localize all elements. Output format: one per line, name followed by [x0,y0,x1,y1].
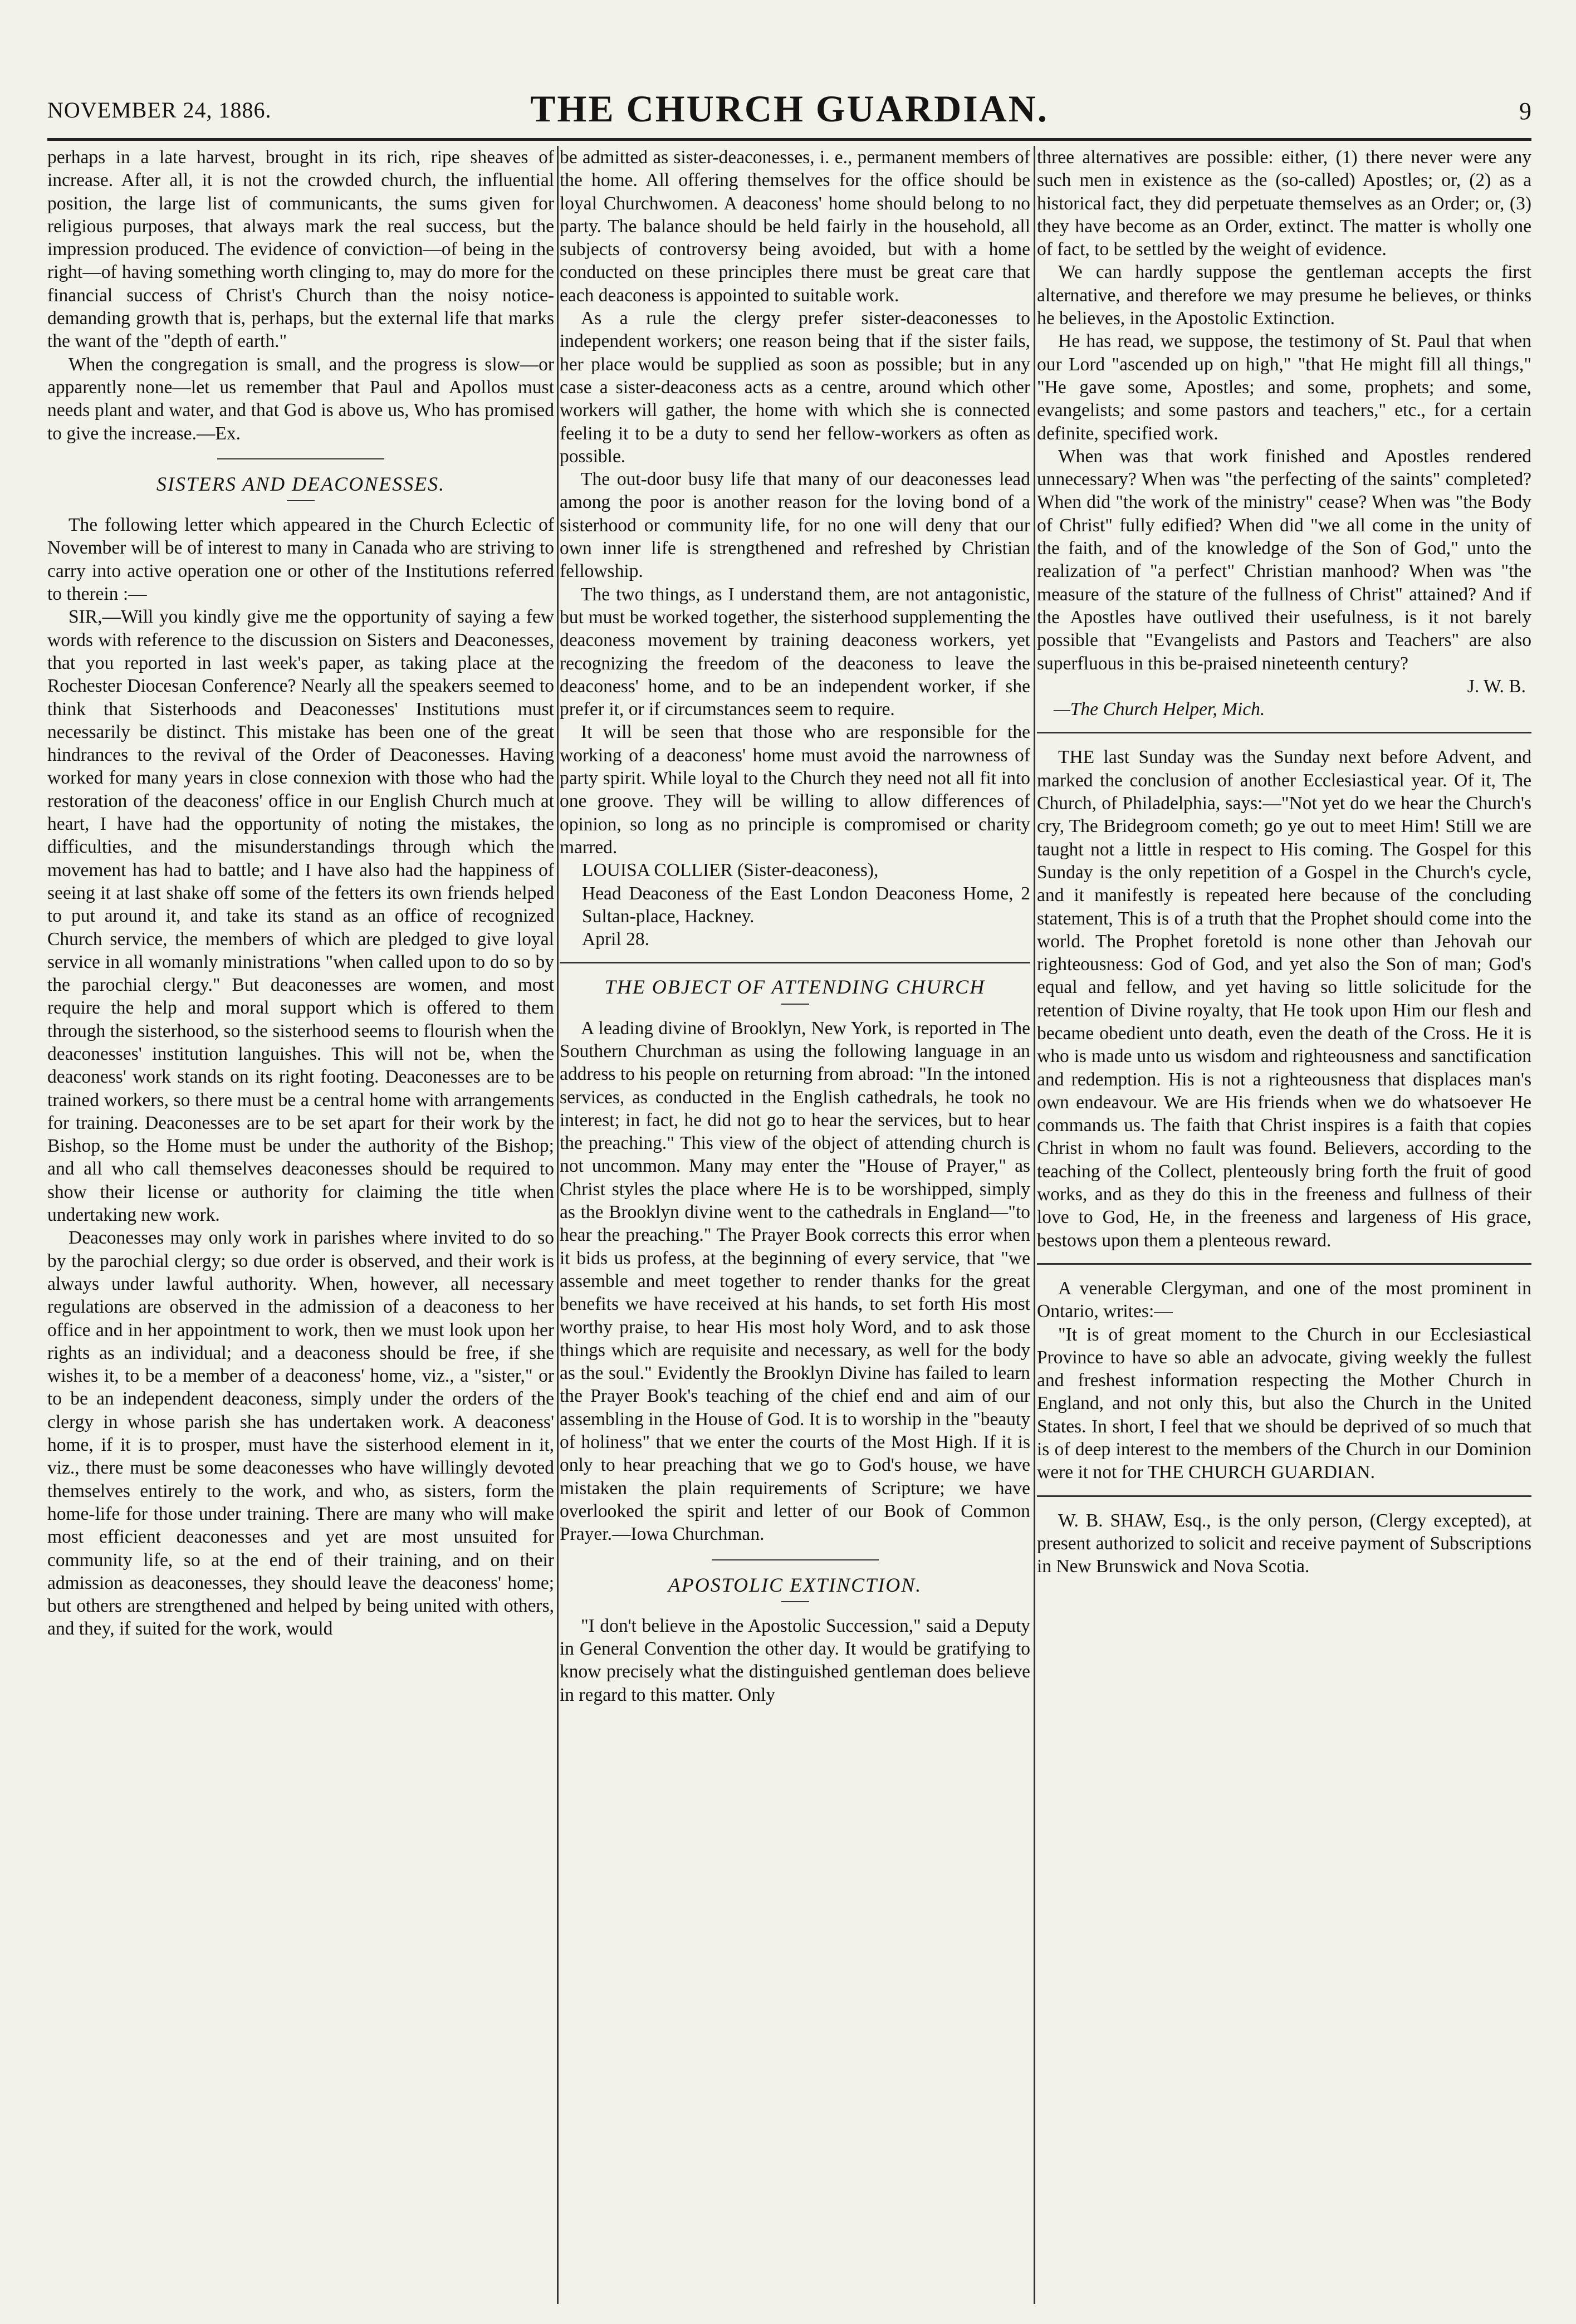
heading-rule [287,500,315,501]
article-heading: THE OBJECT OF ATTENDING CHURCH [604,976,986,999]
paragraph: "I don't believe in the Apostolic Succession," said a Deputy in General Convention the other day. It would be gratifying to know precisely what the distinguished gentleman does believe in regard to this matter. Only [560,1615,1030,1705]
masthead [47,84,1531,139]
column-1 [47,146,554,2304]
paragraph: When the congregation is small, and the progress is slow—or apparently none—let us remember that Paul and Apollos must needs plant and water, and that God is above us, Who has promised to give the increase.—Ex. [47,354,554,444]
paragraph: When was that work finished and Apostles rendered unnecessary? When was "the perfecting of the saints" completed? When did "the work of the ministry" cease? When was "the Body of Christ" fully edified? When did "we all come in the unity of the faith, and of the knowledge of the Son of God," unto the realization of "a perfect" Christian manhood? When was "the measure of the stature of the fullness of Christ" attained? And if the Apostles have outlived their usefulness, is it not barely possible that "Evangelists and Pastors and Teachers" are also superfluous in this be-praised nineteenth century? [1037,446,1531,674]
paragraph: A leading divine of Brooklyn, New York, is reported in The Southern Churchman as using the following language in an address to his people on returning from abroad: "In the intoned services, as conducted in the English cathedrals, he took no interest; in fact, he did not go to hear the services, but to hear the preaching." This view of the object of attending church is not uncommon. Many may enter the "House of Prayer," as Christ styles the place where He is to be worshipped, simply as the Brooklyn divine went to the cathedrals in England—"to hear the preaching." The Prayer Book corrects this error when it bids us profess, at the beginning of every service, that "we assemble and meet together to render thanks for the great benefits we have received at his hands, to set forth His most worthy praise, to hear His most holy Word, and to ask those things which are requisite and necessary, as well for the body as the soul." Evidently the Brooklyn Divine has failed to learn the Prayer Book's teaching of the chief end and aim of our assembling in the House of God. It is to worship in the "beauty of holiness" that we enter the courts of the Most High. If it is only to hear preaching that we go to God's house, we have mistaken the plain requirements of Scripture; we have overlooked the spirit and letter of our Book of Common Prayer.—Iowa Churchman. [560,1017,1030,1545]
column-divider-2 [1034,146,1035,2304]
issue-date: NOVEMBER 24, 1886. [47,97,272,123]
section-divider [1037,1495,1531,1497]
section-divider [217,458,384,459]
section-divider [1037,1263,1531,1265]
section-divider [560,962,1030,963]
column-divider-1 [557,146,559,2304]
paragraph: Deaconesses may only work in parishes where invited to do so by the parochial clergy; so due order is observed, and their work is always under lawful authority. When, however, all necessary regulations are observed in the admission of a deaconess to her office and in her appointment to work, then we must look upon her rights as an individual; and a deaconess should be free, if she wishes it, to be a member of a deaconess' home, viz., a "sister," or to be an independent deaconess, simply under the orders of the clergy in whose parish she has undertaken work. A deaconess' home, if it is to prosper, must have the sisterhood element in it, viz., there must be some deaconesses who have willingly devoted themselves entirely to the work, and who, as sisters, form the home-life for those under training. There are many who will make most efficient deaconesses and yet are most unsuited for community life, so at the end of their training, and on their admission as deaconesses, they should leave the deaconess' home; but others are strengthened and helped by being united with others, and they, if suited for the work, would [47,1227,554,1640]
column-2 [560,146,1030,2304]
signature-title: Head Deaconess of the East London Deaconess Home, 2 Sultan-place, Hackney. [582,883,1030,927]
paragraph: three alternatives are possible: either, (1) there never were any such men in existence as the (so-called) Apostles; or, (2) as a historical fact, they did perpetuate themselves as an Order; or, (3) they have become as an Order, extinct. The matter is wholly one of fact, to be settled by the weight of evidence. [1037,147,1531,260]
paragraph: As a rule the clergy prefer sister-deaconesses to independent workers; one reason being that if the sister fails, her place would be supplied as soon as possible; but in any case a sister-deaconess acts as a centre, around which other workers will gather, the home with which she is connected feeling it to be a duty to send her fellow-workers as often as possible. [560,308,1030,467]
paragraph: THE last Sunday was the Sunday next before Advent, and marked the conclusion of another Ecclesiastical year. Of it, The Church, of Philadelphia, says:—"Not yet do we hear the Church's cry, The Bridegroom cometh; go ye out to meet Him! Still we are taught not a little in respect to His coming. The Gospel for this Sunday is the only repetition of a Gospel in the Church's cycle, and it manifestly is repeated here because of the concluding statement, This is of a truth that the Prophet should come into the world. The Prophet foretold is none other than Jehovah our righteousness: God of God, and yet also the Son of man; God's equal and fellow, and yet having so little solicitude for the retention of Divine royalty, that He took upon Him our flesh and became obedient unto death, even the death of the Cross. He it is who is made unto us wisdom and righteousness and sanctification and redemption. His is not a righteousness that displaces man's own endeavour. We are His friends when we do whatsoever He commands us. The faith that Christ inspires is a faith that copies Christ in whom no fault was found. Believers, according to the teaching of the Collect, plenteously bring forth the fruit of good works, and as they do this in the freeness and fullness of their love to God, He, in the freeness and largeness of His grace, bestows upon them a plenteous reward. [1037,747,1531,1251]
paragraph: be admitted as sister-deaconesses, i. e., permanent members of the home. All offering themselves for the office should be loyal Churchwomen. A deaconess' home should belong to no party. The balance should be held fairly in the household, all subjects of controversy being avoided, but with a home conducted on these principles there must be great care that each deaconess is appointed to suitable work. [560,147,1030,306]
paragraph: The out-door busy life that many of our deaconesses lead among the poor is another reason for the loving bond of a sisterhood or community life, for no one will deny that our own inner life is strengthened and refreshed by Christian fellowship. [560,469,1030,582]
paragraph: The two things, as I understand them, are not antagonistic, but must be worked together, the sisterhood supplementing the deaconess movement by training deaconess workers, yet recognizing the freedom of the deaconess to leave the deaconess' home, and to be an independent worker, if she prefer it, or if circumstances seem to require. [560,584,1030,720]
paragraph: W. B. SHAW, Esq., is the only person, (Clergy excepted), at present authorized to solicit and receive payment of Subscriptions in New Brunswick and Nova Scotia. [1037,1510,1531,1577]
paragraph: perhaps in a late harvest, brought in its rich, ripe sheaves of increase. After all, it is not the crowded church, the influential position, the large list of communicants, the sums given for religious purposes, that always mark the real success, but the impression produced. The evidence of conviction—of being in the right—of having something worth clinging to, may do more for the financial success of Christ's Church than the noisy notice-demanding growth that is, perhaps, but the external life that marks the want of the "depth of earth." [47,147,554,352]
author-initials: J. W. B. [1467,676,1526,697]
paragraph: A venerable Clergyman, and one of the most prominent in Ontario, writes:— [1037,1278,1531,1322]
section-divider [712,1559,879,1560]
article-heading: APOSTOLIC EXTINCTION. [668,1573,922,1596]
heading-rule [781,1004,809,1005]
paragraph: "It is of great moment to the Church in our Ecclesiastical Province to have so able an advocate, giving weekly the fullest and freshest information respecting the Mother Church in England, and not only this, but also the Church in the United States. In short, I feel that we should be deprived of so much that is of deep interest to the members of the Church in our Dominion were it not for THE CHURCH GUARDIAN. [1037,1324,1531,1483]
paragraph: The following letter which appeared in the Church Eclectic of November will be of interest to many in Canada who are striving to carry into active operation one or other of the Institutions referred to therein :— [47,515,554,605]
column-3 [1037,146,1531,2304]
source-credit: —The Church Helper, Mich. [1054,699,1265,720]
signature-name: LOUISA COLLIER (Sister-deaconess), [582,860,879,881]
page-number: 9 [1519,97,1531,125]
paragraph: SIR,—Will you kindly give me the opportunity of saying a few words with reference to the discussion on Sisters and Deaconesses, that you reported in last week's paper, as taking place at the Rochester Diocesan Conference? Nearly all the speakers seemed to think that Sisterhoods and Deaconesses' Institutions must necessarily be distinct. This mistake has been one of the great hindrances to the revival of the Order of Deaconesses. Having worked for many years in close connexion with those who had the restoration of the deaconess' office in our English Church much at heart, I have had the opportunity of noting the mistakes, the difficulties, and the misunderstandings through which the movement has had to battle; and I have also had the happiness of seeing it at last shake off some of the fetters its own friends helped to put around it, and take its stand as an office of recognized Church service, the members of which are pledged to give loyal service in all womanly ministrations "when called upon to do so by the parochial clergy." But deaconesses are women, and most require the help and moral support which is offered to them through the sisterhood, so the sisterhood seems to flourish when the deaconesses' institution languishes. This will not be, when the deaconess' work stands on its right footing. Deaconesses are to be trained workers, so there must be a central home with arrangements for training. Deaconesses are to be set apart for their work by the Bishop, so the Home must be under the authority of the Bishop; and all who call themselves deaconesses should be required to show their license or authority for claiming the title when undertaking new work. [47,606,554,1226]
section-divider [1037,732,1531,733]
paragraph: He has read, we suppose, the testimony of St. Paul that when our Lord "ascended up on high," "that He might fill all things," "He gave some, Apostles; and some, prophets; and some, evangelists; and some pastors and teachers," etc., for a certain definite, specified work. [1037,331,1531,444]
paragraph: It will be seen that those who are responsible for the working of a deaconess' home must avoid the narrowness of party spirit. While loyal to the Church they need not all fit into one groove. They will be willing to allow differences of opinion, so long as no principle is compromised or charity marred. [560,722,1030,858]
masthead-rule [47,138,1531,141]
article-heading: SISTERS AND DEACONESSES. [156,472,446,495]
signature-date: April 28. [582,929,649,950]
paragraph: We can hardly suppose the gentleman accepts the first alternative, and therefore we may presume he believes, or thinks he believes, in the Apostolic Extinction. [1037,262,1531,329]
heading-rule [781,1601,809,1602]
newspaper-title: THE CHURCH GUARDIAN. [530,87,1049,130]
